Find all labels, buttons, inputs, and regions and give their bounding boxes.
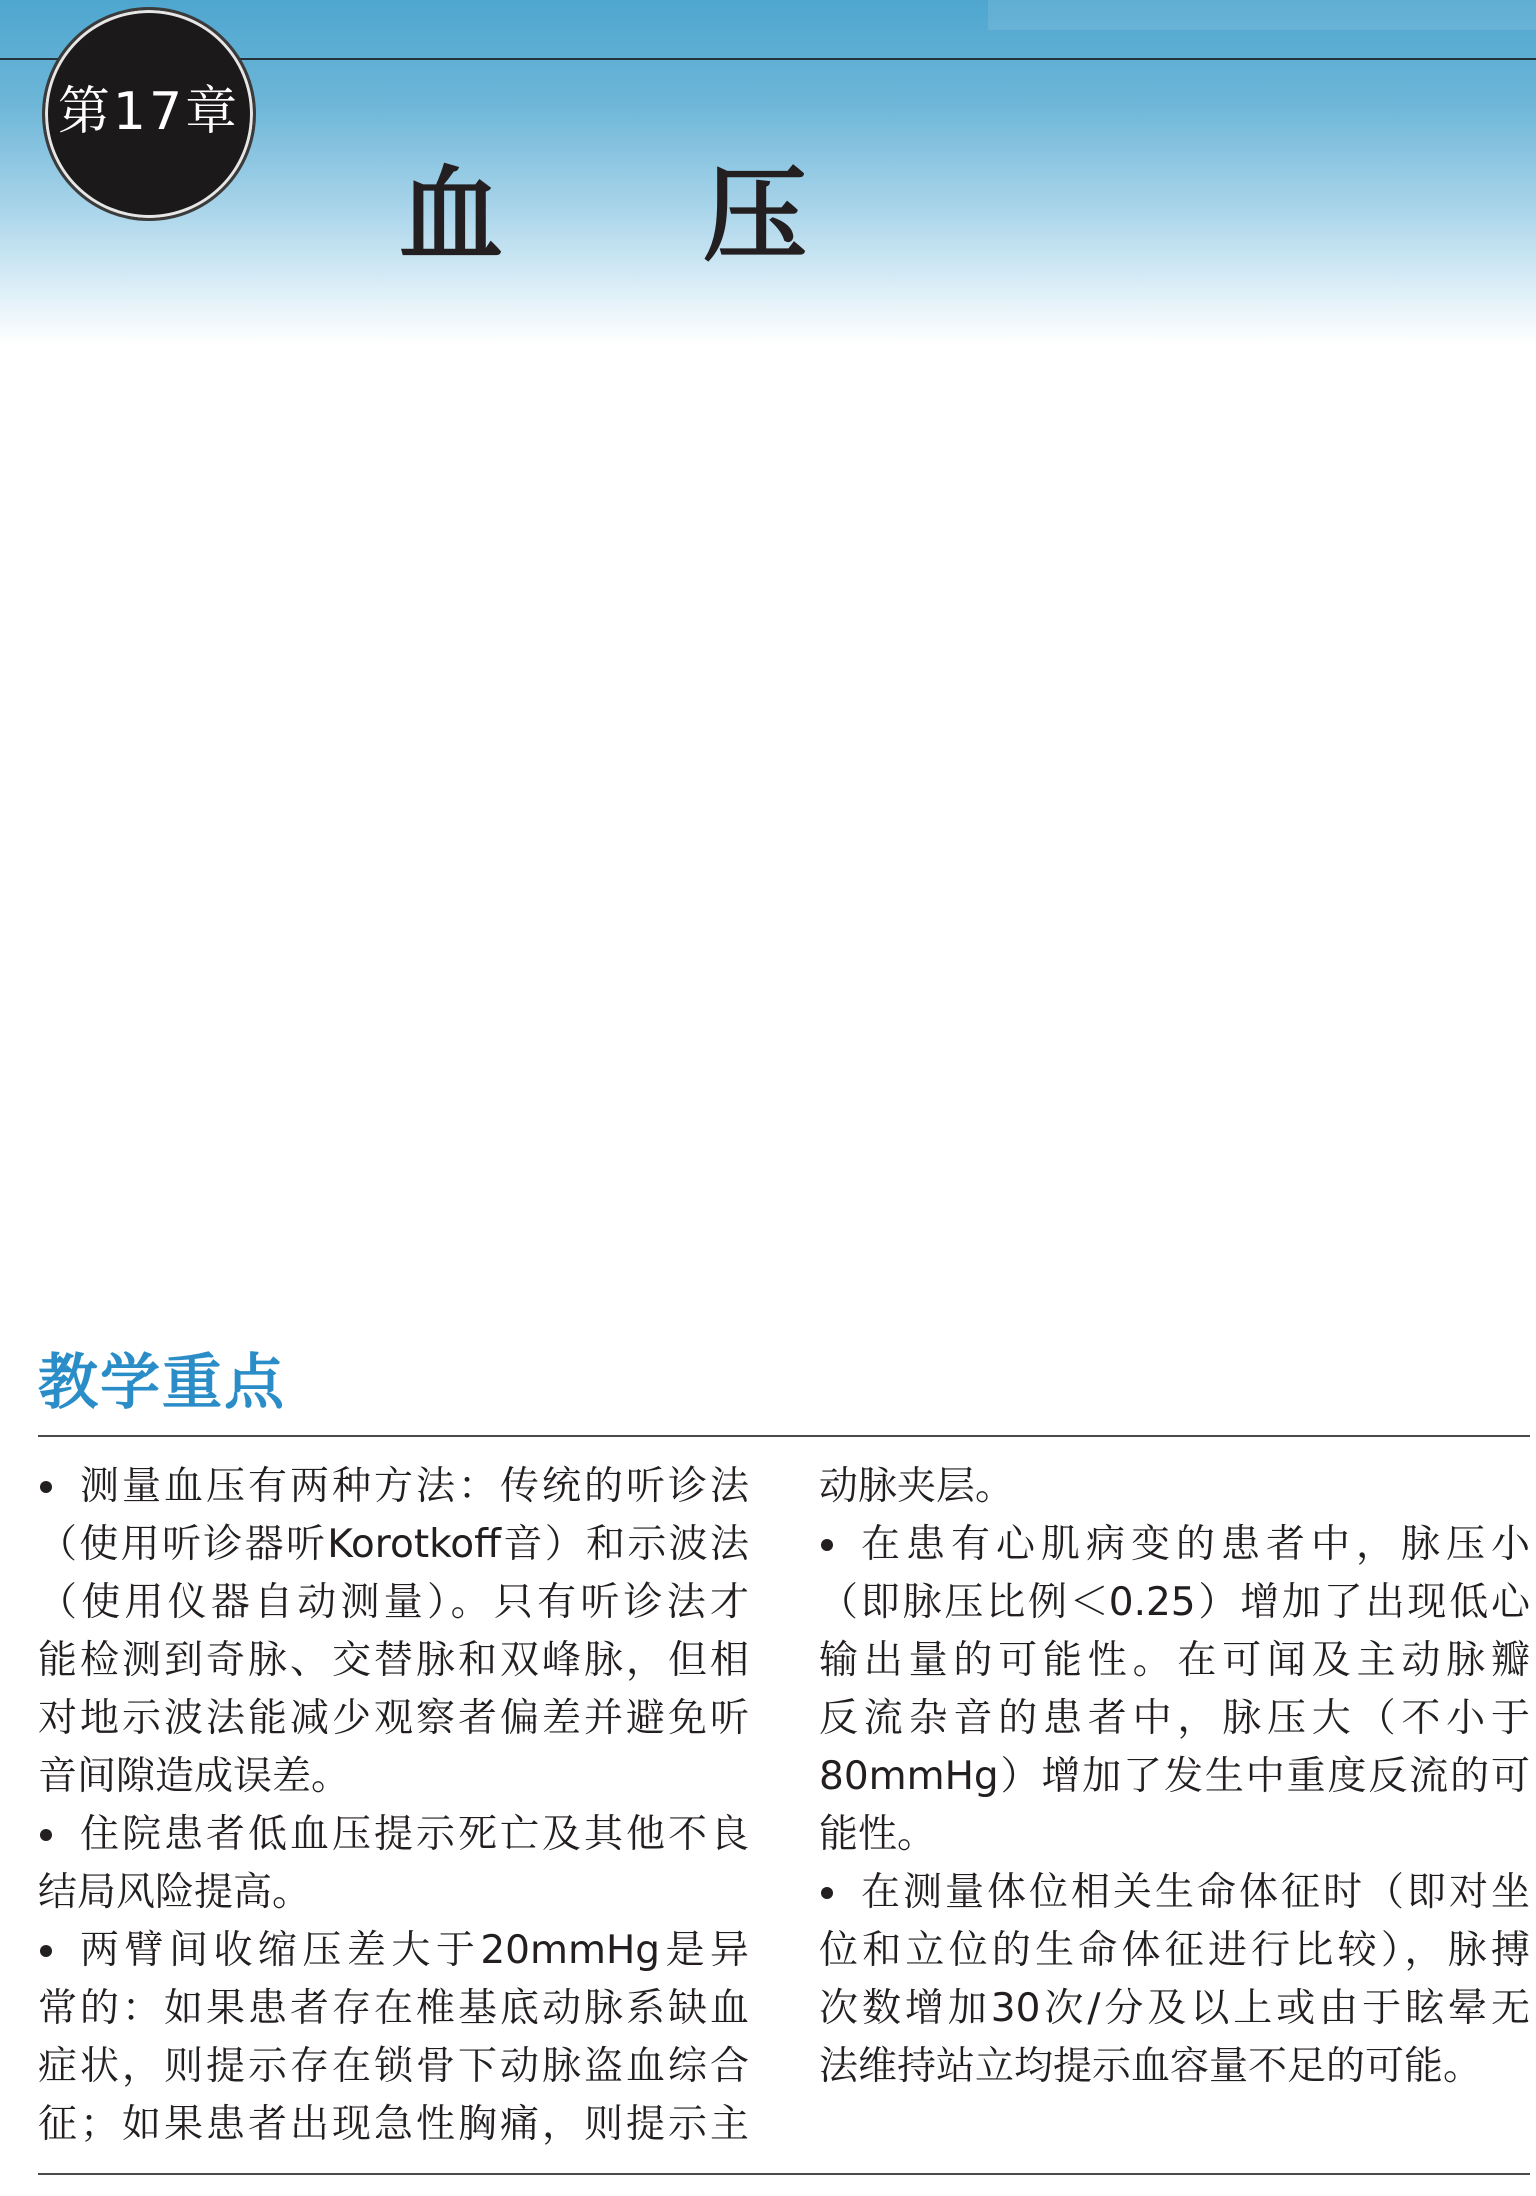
text-line: [819, 1516, 1530, 1574]
teaching-point-item: [38, 1458, 749, 1806]
text-line: 次数增加30次/分及以上或由于眩晕无: [819, 1986, 1530, 2031]
text-line: 位和立位的生命体征进行比较），脉搏: [819, 1928, 1530, 1973]
text-line: 能检测到奇脉、交替脉和双峰脉，但相: [38, 1638, 749, 1683]
header-highlight: [988, 0, 1536, 30]
text-line: 能性。: [819, 1812, 937, 1857]
text-line: [38, 1806, 749, 1864]
line-text: 住院患者低血压提示死亡及其他不良: [80, 1812, 749, 1857]
teaching-point-item: [38, 1806, 749, 1922]
text-line: 征；如果患者出现急性胸痛，则提示主: [38, 2102, 749, 2147]
teaching-point-item: [819, 1864, 1530, 2096]
bullet-icon: [38, 1806, 80, 1864]
teaching-point-item-continued: [819, 1458, 1530, 1516]
bullet-icon: [38, 1458, 80, 1516]
text-line: 音间隙造成误差。: [38, 1754, 351, 1799]
text-line: （使用仪器自动测量）。只有听诊法才: [38, 1580, 749, 1625]
line-text: 两臂间收缩压差大于20mmHg是异: [80, 1928, 749, 1973]
text-line: 常的：如果患者存在椎基底动脉系缺血: [38, 1986, 749, 2031]
text-line: （即脉压比例＜0.25）增加了出现低心: [819, 1580, 1530, 1625]
teaching-point-item: [819, 1516, 1530, 1864]
bottom-rule: [38, 2173, 1530, 2175]
chapter-number: 第17章: [57, 82, 241, 142]
text-line: 80mmHg）增加了发生中重度反流的可: [819, 1754, 1530, 1799]
text-line: [38, 1922, 749, 1980]
text-line: 症状，则提示存在锁骨下动脉盗血综合: [38, 2044, 749, 2089]
line-text: 测量血压有两种方法：传统的听诊法: [80, 1464, 749, 1509]
text-line: （使用听诊器听Korotkoff音）和示波法: [38, 1522, 749, 1567]
text-line: 反流杂音的患者中，脉压大（不小于: [819, 1696, 1530, 1741]
text-line: 法维持站立均提示血容量不足的可能。: [819, 2044, 1483, 2089]
bullet-icon: [38, 1922, 80, 1980]
text-line: 对地示波法能减少观察者偏差并避免听: [38, 1696, 749, 1741]
bullet-icon: [819, 1864, 861, 1922]
heading-rule: [38, 1435, 1530, 1437]
section-heading: 教学重点: [38, 1348, 286, 1418]
chapter-title: 血压: [399, 153, 1008, 276]
teaching-points-column-right: [819, 1458, 1530, 2096]
bullet-icon: [819, 1516, 861, 1574]
text-line: 输出量的可能性。在可闻及主动脉瓣: [819, 1638, 1530, 1683]
teaching-points-column-left: [38, 1458, 749, 2154]
line-text: 在测量体位相关生命体征时（即对坐: [861, 1870, 1530, 1915]
text-line: 动脉夹层。: [819, 1464, 1015, 1509]
chapter-badge: [42, 7, 256, 221]
teaching-point-item: [38, 1922, 749, 2154]
text-line: 结局风险提高。: [38, 1870, 312, 1915]
text-line: [38, 1458, 749, 1516]
text-line: [819, 1864, 1530, 1922]
line-text: 在患有心肌病变的患者中，脉压小: [861, 1522, 1530, 1567]
